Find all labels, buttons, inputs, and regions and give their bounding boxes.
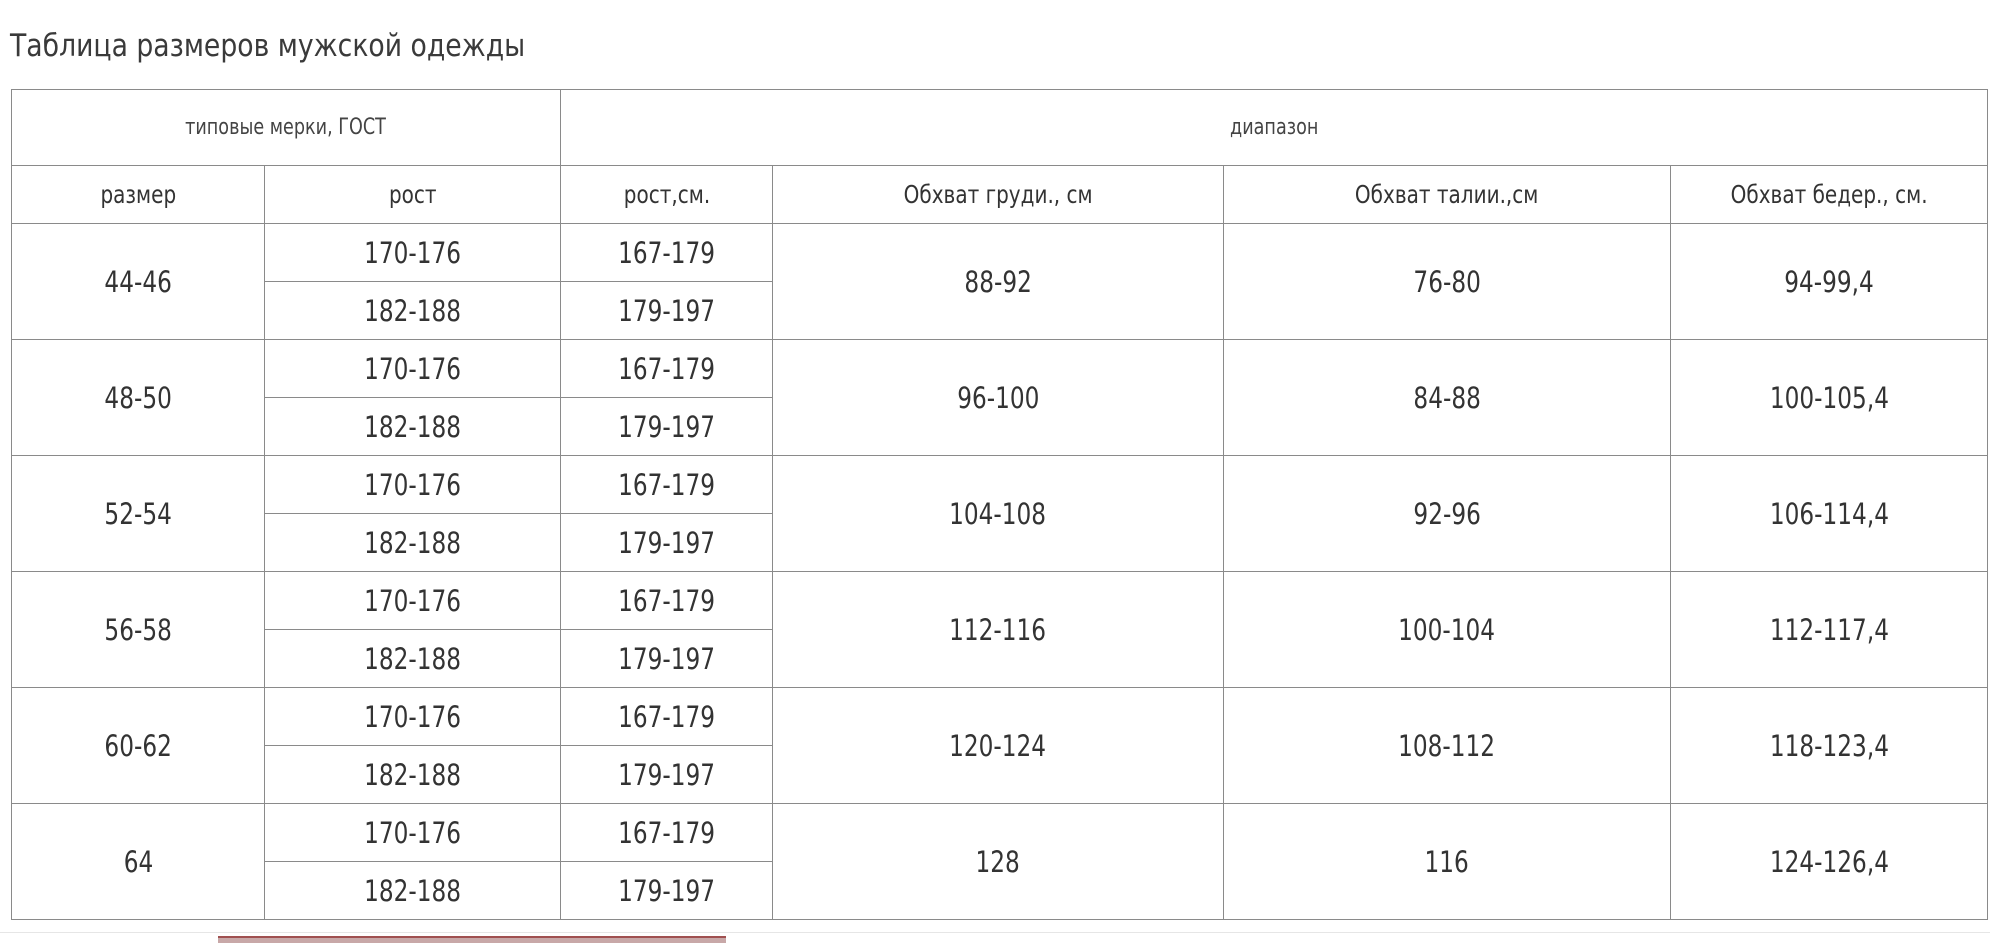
column-header-height-range: рост,см. — [561, 166, 773, 224]
chest-cell: 120-124 — [773, 688, 1224, 804]
page-title: Таблица размеров мужской одежды — [10, 28, 526, 64]
height-cell: 182-188 — [265, 862, 561, 920]
size-cell: 64 — [12, 804, 265, 920]
group-header-row — [12, 90, 1988, 166]
table-row — [12, 224, 1988, 282]
table-row — [12, 804, 1988, 862]
height-cell: 170-176 — [265, 804, 561, 862]
height-range-cell: 179-197 — [561, 514, 773, 572]
hips-cell: 118-123,4 — [1671, 688, 1988, 804]
height-range-cell: 167-179 — [561, 224, 773, 282]
height-cell: 170-176 — [265, 456, 561, 514]
height-cell: 182-188 — [265, 282, 561, 340]
size-cell: 52-54 — [12, 456, 265, 572]
size-cell: 48-50 — [12, 340, 265, 456]
height-range-cell: 167-179 — [561, 456, 773, 514]
table-row — [12, 340, 1988, 398]
hips-cell: 124-126,4 — [1671, 804, 1988, 920]
chest-cell: 96-100 — [773, 340, 1224, 456]
height-cell: 182-188 — [265, 398, 561, 456]
group-header-range: диапазон — [561, 90, 1988, 166]
height-cell: 170-176 — [265, 572, 561, 630]
waist-cell: 84-88 — [1224, 340, 1671, 456]
hips-cell: 100-105,4 — [1671, 340, 1988, 456]
size-cell: 56-58 — [12, 572, 265, 688]
height-range-cell: 167-179 — [561, 688, 773, 746]
column-header-row — [12, 166, 1988, 224]
column-header-waist: Обхват талии.,см — [1224, 166, 1671, 224]
table-row — [12, 456, 1988, 514]
hips-cell: 112-117,4 — [1671, 572, 1988, 688]
height-cell: 170-176 — [265, 688, 561, 746]
height-range-cell: 179-197 — [561, 398, 773, 456]
size-cell: 44-46 — [12, 224, 265, 340]
page-divider — [0, 932, 1990, 933]
chest-cell: 104-108 — [773, 456, 1224, 572]
chest-cell: 88-92 — [773, 224, 1224, 340]
height-range-cell: 179-197 — [561, 630, 773, 688]
table-row — [12, 572, 1988, 630]
chest-cell: 112-116 — [773, 572, 1224, 688]
waist-cell: 100-104 — [1224, 572, 1671, 688]
height-range-cell: 167-179 — [561, 804, 773, 862]
waist-cell: 92-96 — [1224, 456, 1671, 572]
table-row — [12, 688, 1988, 746]
column-header-chest: Обхват груди., см — [773, 166, 1224, 224]
waist-cell: 116 — [1224, 804, 1671, 920]
height-range-cell: 167-179 — [561, 572, 773, 630]
height-cell: 182-188 — [265, 514, 561, 572]
waist-cell: 108-112 — [1224, 688, 1671, 804]
column-header-size: размер — [12, 166, 265, 224]
hips-cell: 94-99,4 — [1671, 224, 1988, 340]
column-header-height: рост — [265, 166, 561, 224]
cut-off-element — [218, 936, 726, 943]
height-range-cell: 179-197 — [561, 746, 773, 804]
column-header-hips: Обхват бедер., см. — [1671, 166, 1988, 224]
height-cell: 170-176 — [265, 224, 561, 282]
height-range-cell: 179-197 — [561, 862, 773, 920]
height-range-cell: 179-197 — [561, 282, 773, 340]
height-range-cell: 167-179 — [561, 340, 773, 398]
height-cell: 170-176 — [265, 340, 561, 398]
chest-cell: 128 — [773, 804, 1224, 920]
size-cell: 60-62 — [12, 688, 265, 804]
group-header-standard: типовые мерки, ГОСТ — [12, 90, 561, 166]
table-body — [12, 90, 1988, 920]
height-cell: 182-188 — [265, 746, 561, 804]
size-table — [11, 89, 1988, 920]
height-cell: 182-188 — [265, 630, 561, 688]
waist-cell: 76-80 — [1224, 224, 1671, 340]
hips-cell: 106-114,4 — [1671, 456, 1988, 572]
